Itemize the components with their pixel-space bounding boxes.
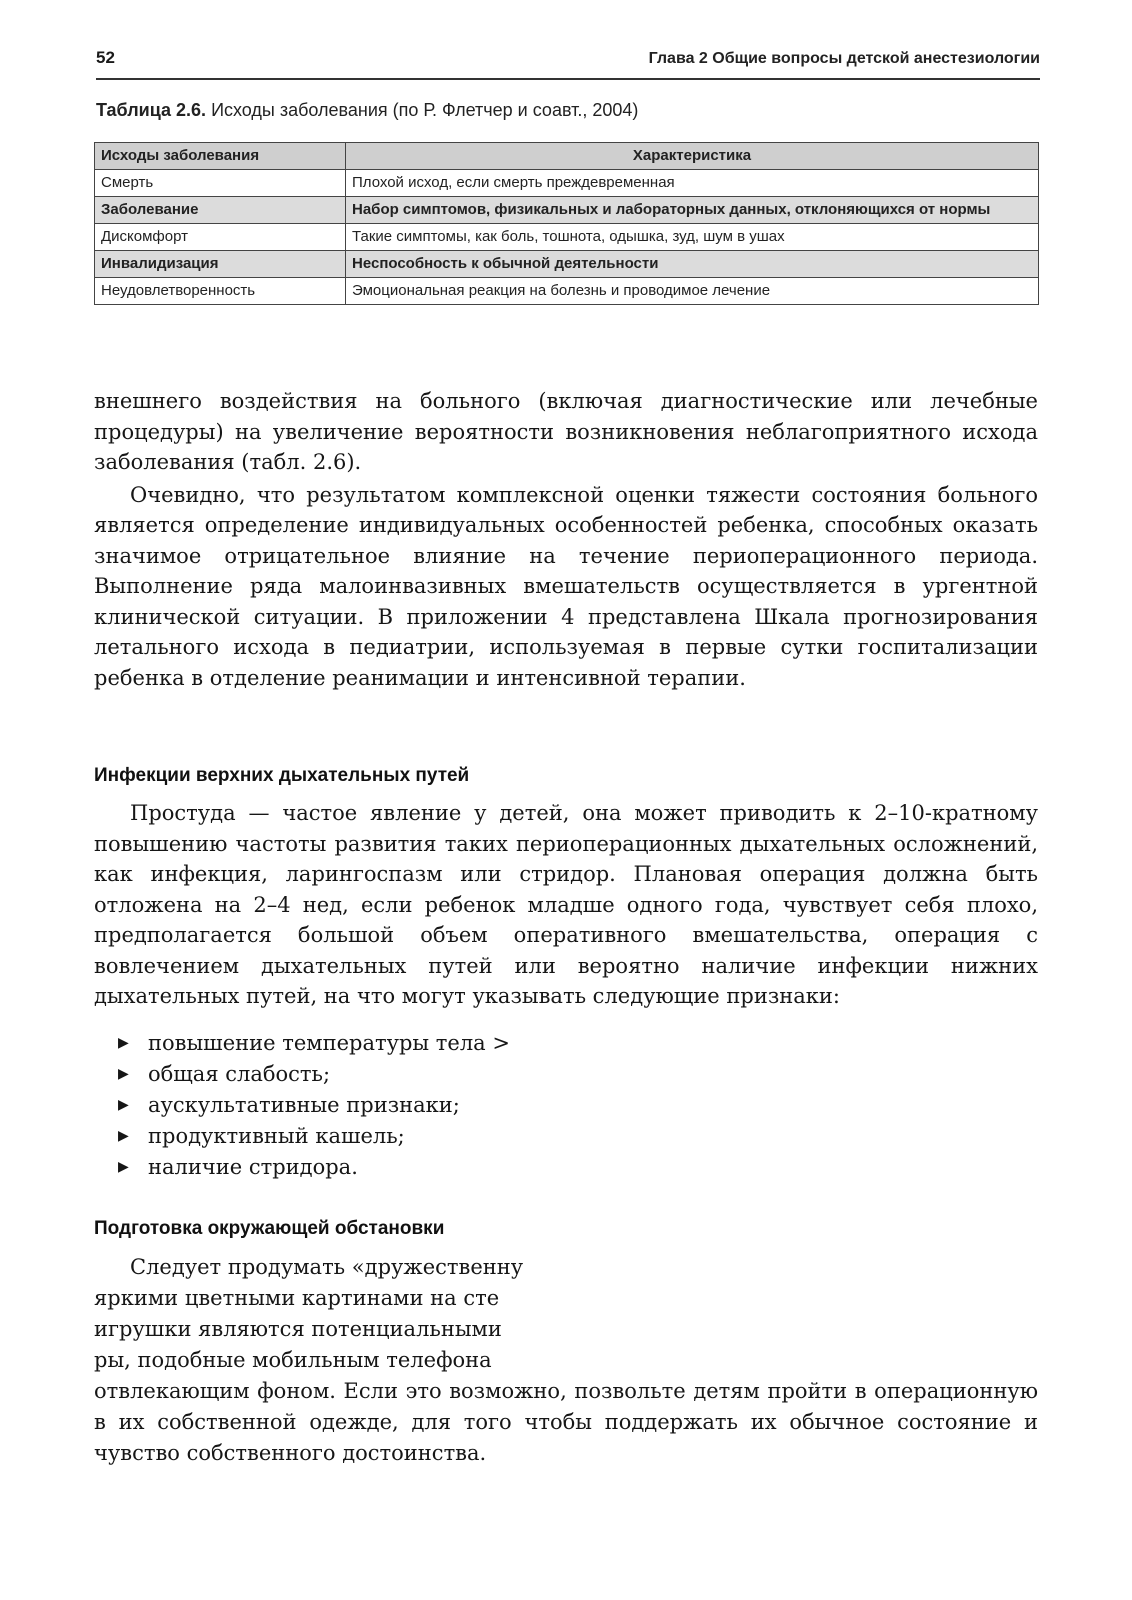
table-cell-description: Неспособность к обычной деятельности xyxy=(346,251,1039,278)
list-item: ▶ аускультативные признаки; xyxy=(116,1090,510,1121)
table-cell-description: Эмоциональная реакция на болезнь и проводимое лечение xyxy=(346,278,1039,305)
paragraph-environment-line: Следует продумать «дружественну xyxy=(130,1255,524,1279)
running-title: Глава 2 Общие вопросы детской анестезиологии xyxy=(648,50,1040,67)
table-caption-label: Таблица 2.6. xyxy=(96,100,207,120)
table-row xyxy=(95,278,1039,305)
table-cell-description: Набор симптомов, физикальных и лабораторных данных, отклоняющихся от нормы xyxy=(346,197,1039,224)
table-cell-outcome: Неудовлетворенность xyxy=(95,278,346,305)
body-text-block-2 xyxy=(94,798,1038,1012)
paragraph-environment-line: игрушки являются потенциальными xyxy=(94,1317,502,1341)
paragraph-cold: Простуда — частое явление у детей, она может приводить к 2–10-кратному повышению частоты развития таких периоперационных дыхательных осложнений, как инфекция, ларингоспазм или стридор. Плановая операция должна быть отложена на 2–4 нед, если ребенок младше одного года, чувствует себя плохо, предполагается большой объем оперативного вмешательства, операция с вовлечением дыхательных путей или вероятно наличие инфекции нижних дыхательных путей, на что могут указывать следующие признаки: xyxy=(94,801,1038,1008)
table-cell-outcome: Дискомфорт xyxy=(95,224,346,251)
page-number: 52 xyxy=(96,48,115,67)
table-cell-outcome: Инвалидизация xyxy=(95,251,346,278)
table-cell-outcome: Заболевание xyxy=(95,197,346,224)
paragraph-environment-end: отвлекающим фоном. Если это возможно, позвольте детям пройти в операционную в их собственной одежде, для того чтобы поддержать их обычное состояние и чувство собственного достоинства. xyxy=(94,1379,1038,1465)
table-row xyxy=(95,224,1039,251)
body-text-block-3 xyxy=(94,1252,1038,1469)
paragraph-environment-line: ры, подобные мобильным телефона xyxy=(94,1348,492,1372)
table-caption-text: Исходы заболевания (по Р. Флетчер и соавт., 2004) xyxy=(206,100,639,120)
table-header-description: Характеристика xyxy=(346,143,1039,170)
symptom-list xyxy=(116,1028,510,1183)
table-cell-description: Такие симптомы, как боль, тошнота, одышка, зуд, шум в ушах xyxy=(346,224,1039,251)
bullet-icon: ▶ xyxy=(118,1035,129,1051)
list-item: ▶ общая слабость; xyxy=(116,1059,510,1090)
bullet-icon: ▶ xyxy=(118,1159,129,1175)
section-heading-respiratory: Инфекции верхних дыхательных путей xyxy=(94,765,470,786)
section-heading-environment: Подготовка окружающей обстановки xyxy=(94,1218,445,1239)
table-cell-outcome: Смерть xyxy=(95,170,346,197)
table-cell-description: Плохой исход, если смерть преждевременная xyxy=(346,170,1039,197)
body-text-block-1 xyxy=(94,386,1038,693)
outcomes-table xyxy=(94,142,1039,305)
paragraph-environment-line: яркими цветными картинами на сте xyxy=(94,1286,500,1310)
paragraph-continuation: внешнего воздействия на больного (включая диагностические или лечебные процедуры) на увеличение вероятности возникновения неблагоприятного исхода заболевания (табл. 2.6). xyxy=(94,389,1038,474)
bullet-icon: ▶ xyxy=(118,1066,129,1082)
list-item: ▶ продуктивный кашель; xyxy=(116,1121,510,1152)
bullet-icon: ▶ xyxy=(118,1128,129,1144)
list-item: ▶ наличие стридора. xyxy=(116,1152,510,1183)
list-item: ▶ повышение температуры тела > xyxy=(116,1028,510,1059)
page-header xyxy=(96,44,1040,80)
table-row xyxy=(95,251,1039,278)
table-caption xyxy=(96,100,638,121)
table-row xyxy=(95,170,1039,197)
table-header-outcome: Исходы заболевания xyxy=(95,143,346,170)
paragraph-assessment: Очевидно, что результатом комплексной оценки тяжести состояния больного является определение индивидуальных особенностей ребенка, способных оказать значимое отрицательное влияние на течение периоперационного периода. Выполнение ряда малоинвазивных вмешательств осуществляется в ургентной клинической ситуации. В приложении 4 представлена Шкала прогнозирования летального исхода в педиатрии, используемая в первые сутки госпитализации ребенка в отделение реанимации и интенсивной терапии. xyxy=(94,482,1038,690)
table-row xyxy=(95,197,1039,224)
table-header-row xyxy=(95,143,1039,170)
bullet-icon: ▶ xyxy=(118,1097,129,1113)
